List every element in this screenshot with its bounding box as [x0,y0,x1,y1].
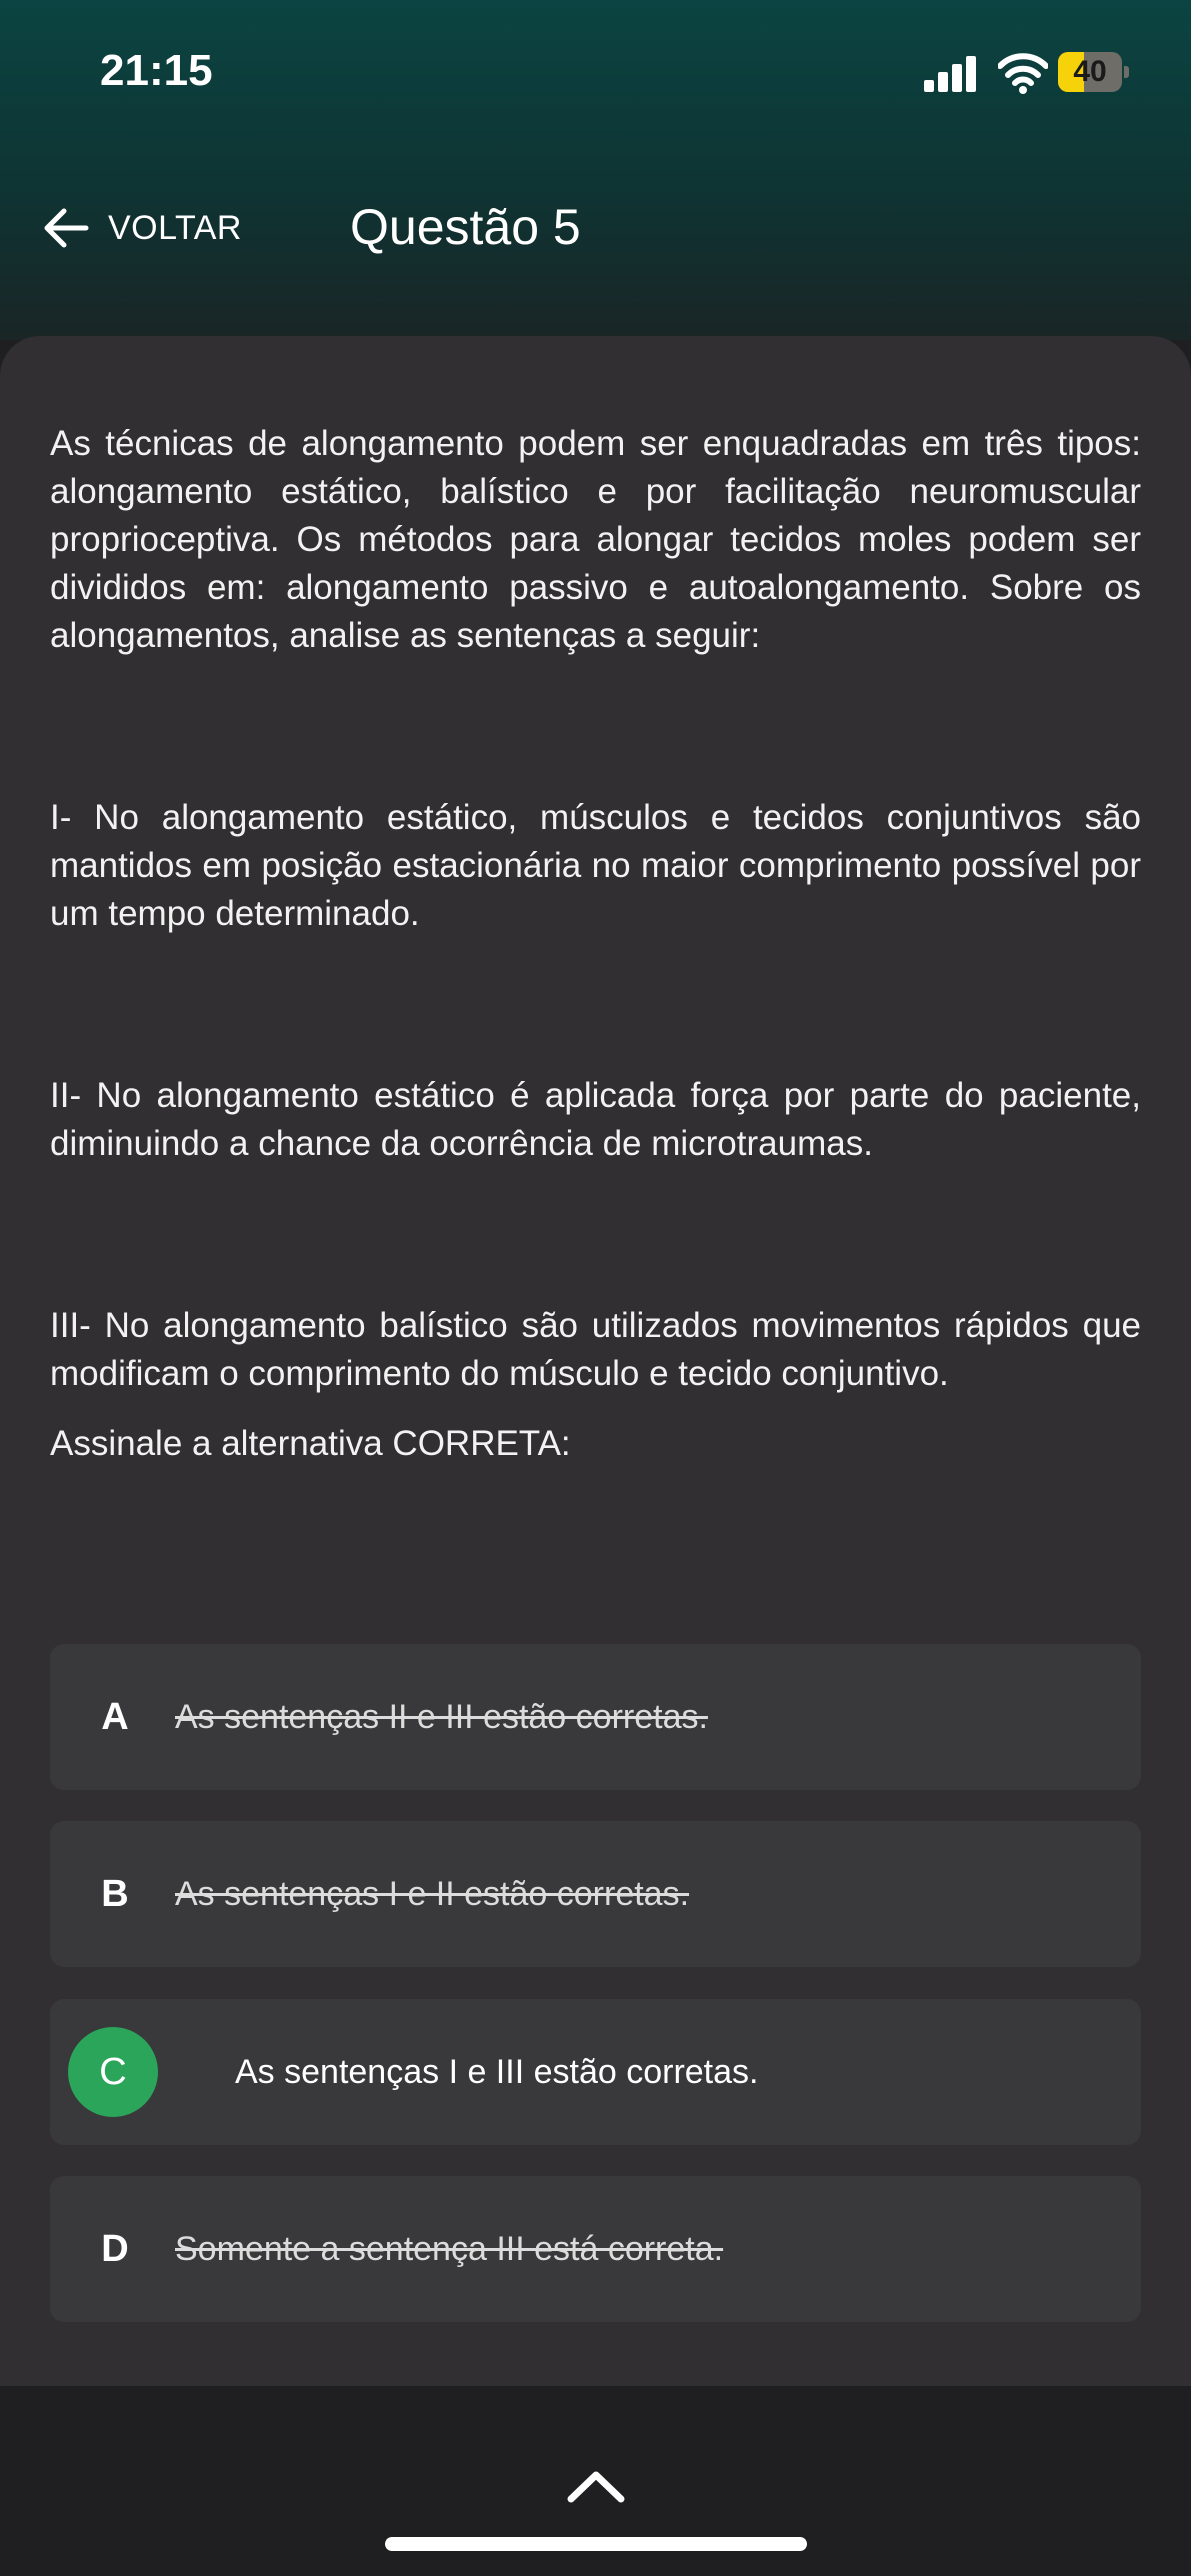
page-title: Questão 5 [350,199,581,255]
sentence-1: I- No alongamento estático, músculos e tecidos conjuntivos são mantidos em posição estacionária no maior comprimento possível por um tempo determinado. [50,798,1141,933]
chevron-up-icon[interactable] [566,2466,626,2506]
question-intro: As técnicas de alongamento podem ser enquadradas em três tipos: alongamento estático, balístico e por facilitação neuromuscular proprioceptiva. Os métodos para alongar tecidos moles podem ser divididos em: alongamento passivo e autoalongamento. Sobre os alongamentos, analise as sentenças a seguir: [50,424,1141,655]
home-indicator [385,2537,807,2551]
option-letter: B [101,1873,129,1915]
option-letter-correct-badge: C [68,2027,158,2117]
option-a[interactable] [50,1644,1141,1790]
battery-icon [1058,52,1130,92]
option-text: As sentenças I e III estão corretas. [235,2053,759,2091]
sentence-3: III- No alongamento balístico são utilizados movimentos rápidos que modificam o comprimento do músculo e tecido conjuntivo. [50,1306,1141,1393]
battery-percentage: 40 [1073,55,1107,88]
option-b[interactable] [50,1821,1141,1967]
back-button[interactable] [40,196,242,260]
option-c[interactable] [50,1999,1141,2145]
header [0,0,1191,340]
option-text: Somente a sentença III está correta. [175,2230,724,2268]
option-letter: D [101,2228,129,2270]
cellular-signal-icon [924,56,978,92]
back-label: VOLTAR [108,208,242,247]
option-letter: A [101,1696,129,1738]
option-text: As sentenças II e III estão corretas. [175,1698,708,1736]
arrow-left-icon [40,202,92,254]
question-text [50,420,1141,1468]
question-prompt: Assinale a alternativa CORRETA: [50,1424,571,1463]
sentence-2: II- No alongamento estático é aplicada força por parte do paciente, diminuindo a chance da ocorrência de microtraumas. [50,1076,1141,1163]
option-d[interactable] [50,2176,1141,2322]
status-time: 21:15 [100,46,213,95]
wifi-icon [998,52,1048,94]
option-text: As sentenças I e II estão corretas. [175,1875,690,1913]
